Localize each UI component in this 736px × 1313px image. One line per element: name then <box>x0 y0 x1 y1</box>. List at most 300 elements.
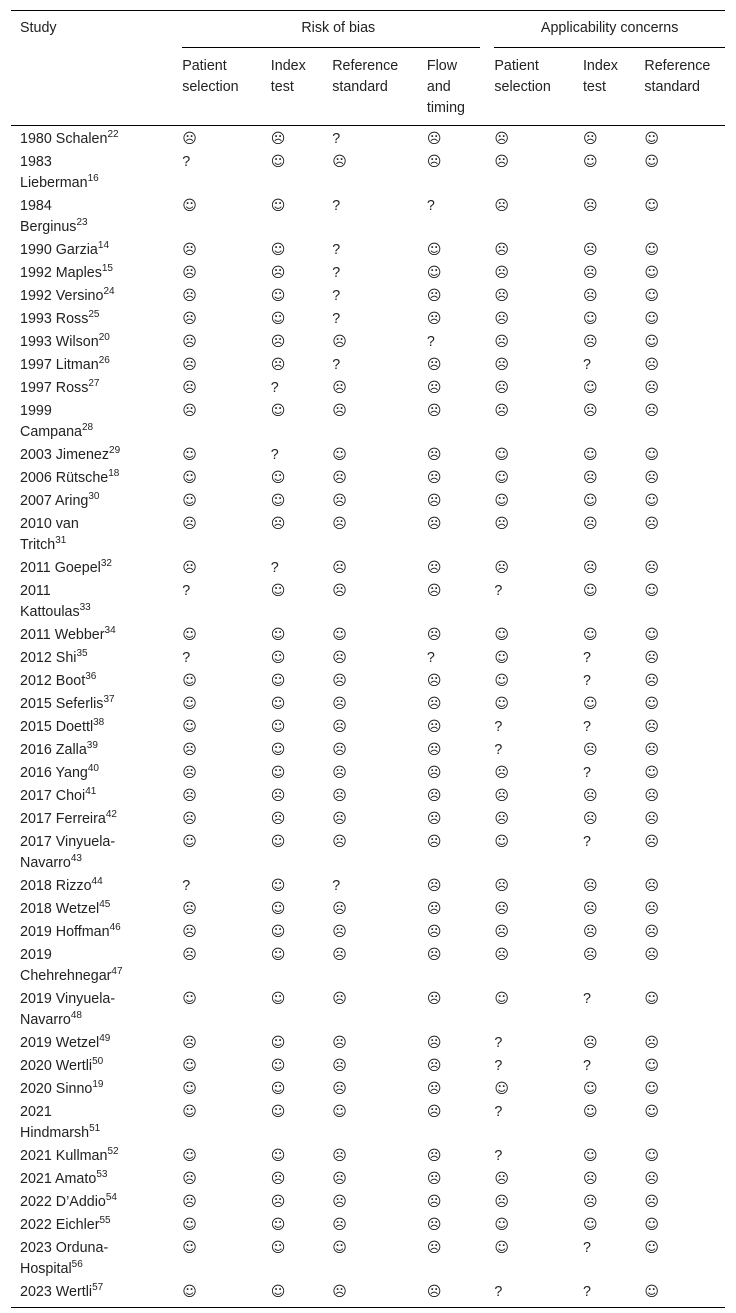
rob-flow-timing-cell <box>427 1032 494 1055</box>
rob-flow-timing-cell <box>427 490 494 513</box>
frowny-icon: ☹ <box>426 1058 442 1074</box>
table-row <box>11 785 725 808</box>
ac-patient-selection-cell <box>494 693 583 716</box>
rob-index-test-cell <box>271 944 332 988</box>
ac-reference-standard-cell <box>644 151 725 195</box>
study-cell <box>11 624 182 647</box>
ac-index-test-cell <box>583 1055 644 1078</box>
ac-patient-selection-cell <box>494 1237 583 1281</box>
ac-index-test-cell <box>583 1214 644 1237</box>
frowny-icon: ☹ <box>332 403 347 419</box>
rob-index-test-cell <box>271 921 332 944</box>
rob-index-test-cell <box>271 513 332 557</box>
ac-index-test-cell <box>583 195 644 239</box>
ac-index-test-cell <box>583 1101 644 1145</box>
frowny-icon: ☹ <box>582 516 598 532</box>
rob-reference-standard-cell <box>332 513 427 557</box>
rob-index-test-cell <box>271 1168 332 1191</box>
ac-index-test-cell <box>583 988 644 1032</box>
smiley-icon: ☺ <box>182 834 197 850</box>
rob-index-test-cell <box>271 1101 332 1145</box>
rob-index-test-cell <box>271 1055 332 1078</box>
frowny-icon: ☹ <box>644 357 659 373</box>
smiley-icon: ☺ <box>644 493 659 509</box>
frowny-icon: ☹ <box>494 901 509 917</box>
frowny-icon: ☹ <box>426 1171 442 1187</box>
study-cell <box>11 988 182 1032</box>
rob-patient-selection-cell <box>182 1168 271 1191</box>
frowny-icon: ☹ <box>426 357 442 373</box>
ac-patient-selection-cell <box>494 490 583 513</box>
study-name: 1990 Garzia <box>20 242 98 258</box>
rob-index-test-cell <box>271 285 332 308</box>
frowny-icon: ☹ <box>494 334 509 350</box>
study-cell <box>11 126 182 152</box>
rob-reference-standard-cell <box>332 716 427 739</box>
reference-number: 16 <box>87 173 99 185</box>
frowny-icon: ☹ <box>426 516 442 532</box>
rob-index-test-cell <box>271 1078 332 1101</box>
frowny-icon: ☹ <box>644 403 659 419</box>
frowny-icon: ☹ <box>332 516 347 532</box>
table-row <box>11 1237 725 1281</box>
ac-patient-selection-cell <box>494 377 583 400</box>
frowny-icon: ☹ <box>582 1035 598 1051</box>
frowny-icon: ☹ <box>644 650 659 666</box>
frowny-icon: ☹ <box>332 991 347 1007</box>
frowny-icon: ☹ <box>332 650 347 666</box>
question-mark: ? <box>426 650 435 666</box>
ac-index-test-cell <box>583 580 644 624</box>
frowny-icon: ☹ <box>426 1035 442 1051</box>
ac-patient-selection-cell <box>494 285 583 308</box>
rob-index-test-cell <box>271 670 332 693</box>
table-row <box>11 831 725 875</box>
ac-index-test-cell <box>583 513 644 557</box>
smiley-icon: ☺ <box>270 154 286 170</box>
table-row <box>11 693 725 716</box>
frowny-icon: ☹ <box>644 1035 659 1051</box>
study-name: 1997 Ross <box>20 380 89 396</box>
study-cell <box>11 239 182 262</box>
ac-reference-standard-cell <box>644 921 725 944</box>
ac-patient-selection-cell <box>494 785 583 808</box>
frowny-icon: ☹ <box>182 742 197 758</box>
rob-index-test-cell <box>271 490 332 513</box>
ac-patient-selection-cell <box>494 670 583 693</box>
ac-index-test-cell <box>583 1281 644 1308</box>
reference-number: 20 <box>98 332 110 344</box>
frowny-icon: ☹ <box>582 742 598 758</box>
study-name: Campana <box>20 424 82 440</box>
frowny-icon: ☹ <box>582 811 598 827</box>
ac-patient-selection-cell <box>494 444 583 467</box>
header-text: Reference <box>644 58 711 74</box>
frowny-icon: ☹ <box>426 470 442 486</box>
rob-patient-selection-cell <box>182 467 271 490</box>
frowny-icon: ☹ <box>426 924 442 940</box>
study-name: 1983 <box>20 154 52 170</box>
table-row <box>11 1032 725 1055</box>
smiley-icon: ☺ <box>270 627 286 643</box>
frowny-icon: ☹ <box>182 811 197 827</box>
study-name: 2017 Vinyuela- <box>20 834 116 850</box>
study-name: 1993 Ross <box>20 311 89 327</box>
smiley-icon: ☺ <box>270 947 286 963</box>
smiley-icon: ☺ <box>270 1148 286 1164</box>
smiley-icon: ☺ <box>182 1217 197 1233</box>
table-row <box>11 1101 725 1145</box>
frowny-icon: ☹ <box>426 742 442 758</box>
rob-index-test-cell <box>271 126 332 152</box>
smiley-icon: ☺ <box>582 696 598 712</box>
rob-flow-timing-cell <box>427 1191 494 1214</box>
rob-patient-selection-cell <box>182 693 271 716</box>
question-mark: ? <box>270 447 279 463</box>
rob-patient-selection-cell <box>182 1032 271 1055</box>
question-mark: ? <box>582 765 591 781</box>
smiley-icon: ☺ <box>270 991 286 1007</box>
frowny-icon: ☹ <box>182 560 197 576</box>
study-cell <box>11 808 182 831</box>
frowny-icon: ☹ <box>182 131 197 147</box>
rob-flow-timing-cell <box>427 1145 494 1168</box>
question-mark: ? <box>332 878 341 894</box>
frowny-icon: ☹ <box>426 311 442 327</box>
study-name: 2019 Vinyuela- <box>20 991 116 1007</box>
ac-index-test-cell <box>583 944 644 988</box>
study-name: 2016 Yang <box>20 765 88 781</box>
frowny-icon: ☹ <box>494 357 509 373</box>
rob-index-test-cell <box>271 308 332 331</box>
study-name: 2019 Hoffman <box>20 924 110 940</box>
rob-patient-selection-cell <box>182 831 271 875</box>
ac-index-test-cell <box>583 1032 644 1055</box>
ac-index-test-cell <box>583 898 644 921</box>
question-mark: ? <box>582 1284 591 1300</box>
frowny-icon: ☹ <box>494 516 509 532</box>
frowny-icon: ☹ <box>426 901 442 917</box>
smiley-icon: ☺ <box>332 1104 347 1120</box>
rob-reference-standard-cell <box>332 1078 427 1101</box>
table-row <box>11 444 725 467</box>
frowny-icon: ☹ <box>426 834 442 850</box>
header-text: timing <box>426 100 466 116</box>
ac-patient-selection-cell <box>494 513 583 557</box>
smiley-icon: ☺ <box>270 673 286 689</box>
header-study: Study <box>20 20 57 36</box>
reference-number: 28 <box>82 422 94 434</box>
study-name: 2019 Wetzel <box>20 1035 100 1051</box>
frowny-icon: ☹ <box>182 788 197 804</box>
frowny-icon: ☹ <box>426 583 442 599</box>
smiley-icon: ☺ <box>270 765 286 781</box>
ac-patient-selection-cell <box>494 716 583 739</box>
frowny-icon: ☹ <box>426 673 442 689</box>
table-row <box>11 557 725 580</box>
study-cell <box>11 1032 182 1055</box>
table-row <box>11 1281 725 1308</box>
smiley-icon: ☺ <box>182 991 197 1007</box>
ac-index-test-cell <box>583 354 644 377</box>
ac-patient-selection-cell <box>494 195 583 239</box>
smiley-icon: ☺ <box>494 673 509 689</box>
ac-index-test-cell <box>583 693 644 716</box>
frowny-icon: ☹ <box>644 380 659 396</box>
smiley-icon: ☺ <box>644 765 659 781</box>
reference-number: 23 <box>76 217 88 229</box>
ac-reference-standard-cell <box>644 944 725 988</box>
header-ac-index-test <box>583 48 644 126</box>
study-cell <box>11 785 182 808</box>
frowny-icon: ☹ <box>582 198 598 214</box>
ac-reference-standard-cell <box>644 444 725 467</box>
study-name: 1997 Litman <box>20 357 99 373</box>
ac-patient-selection-cell <box>494 1281 583 1308</box>
ac-patient-selection-cell <box>494 1145 583 1168</box>
rob-patient-selection-cell <box>182 195 271 239</box>
reference-number: 57 <box>92 1282 104 1294</box>
rob-flow-timing-cell <box>427 762 494 785</box>
rob-flow-timing-cell <box>427 921 494 944</box>
smiley-icon: ☺ <box>182 696 197 712</box>
smiley-icon: ☺ <box>644 1104 659 1120</box>
frowny-icon: ☹ <box>182 265 197 281</box>
rob-patient-selection-cell <box>182 1237 271 1281</box>
frowny-icon: ☹ <box>426 878 442 894</box>
frowny-icon: ☹ <box>426 380 442 396</box>
ac-reference-standard-cell <box>644 1191 725 1214</box>
header-text: test <box>582 79 606 95</box>
study-cell <box>11 580 182 624</box>
question-mark: ? <box>426 334 435 350</box>
rob-reference-standard-cell <box>332 354 427 377</box>
frowny-icon: ☹ <box>426 811 442 827</box>
rob-reference-standard-cell <box>332 308 427 331</box>
question-mark: ? <box>582 991 591 1007</box>
study-cell <box>11 716 182 739</box>
frowny-icon: ☹ <box>182 765 197 781</box>
frowny-icon: ☹ <box>332 1058 347 1074</box>
frowny-icon: ☹ <box>426 1240 442 1256</box>
table-row <box>11 1214 725 1237</box>
smiley-icon: ☺ <box>644 1081 659 1097</box>
rob-patient-selection-cell <box>182 262 271 285</box>
frowny-icon: ☹ <box>426 154 442 170</box>
frowny-icon: ☹ <box>644 516 659 532</box>
question-mark: ? <box>494 1148 503 1164</box>
rob-flow-timing-cell <box>427 1281 494 1308</box>
study-cell <box>11 739 182 762</box>
frowny-icon: ☹ <box>332 560 347 576</box>
rob-patient-selection-cell <box>182 670 271 693</box>
study-name: 2022 D’Addio <box>20 1194 106 1210</box>
smiley-icon: ☺ <box>494 650 509 666</box>
smiley-icon: ☺ <box>582 154 598 170</box>
table-row <box>11 354 725 377</box>
rob-flow-timing-cell <box>427 580 494 624</box>
question-mark: ? <box>332 242 341 258</box>
rob-index-test-cell <box>271 444 332 467</box>
ac-index-test-cell <box>583 1191 644 1214</box>
study-name: 2010 van <box>20 516 79 532</box>
smiley-icon: ☺ <box>270 834 286 850</box>
frowny-icon: ☹ <box>494 947 509 963</box>
ac-reference-standard-cell <box>644 195 725 239</box>
study-name: 1992 Versino <box>20 288 104 304</box>
rob-patient-selection-cell <box>182 921 271 944</box>
rob-reference-standard-cell <box>332 988 427 1032</box>
reference-number: 25 <box>88 309 100 321</box>
ac-patient-selection-cell <box>494 944 583 988</box>
study-name: 2015 Doettl <box>20 719 94 735</box>
ac-patient-selection-cell <box>494 647 583 670</box>
frowny-icon: ☹ <box>494 242 509 258</box>
smiley-icon: ☺ <box>582 447 598 463</box>
rob-reference-standard-cell <box>332 467 427 490</box>
smiley-icon: ☺ <box>644 1284 659 1300</box>
frowny-icon: ☹ <box>426 1217 442 1233</box>
study-name: 2020 Wertli <box>20 1058 93 1074</box>
header-text: Index <box>582 58 618 74</box>
rob-reference-standard-cell <box>332 831 427 875</box>
smiley-icon: ☺ <box>270 1058 286 1074</box>
frowny-icon: ☹ <box>332 901 347 917</box>
rob-flow-timing-cell <box>427 670 494 693</box>
reference-number: 30 <box>88 491 100 503</box>
rob-index-test-cell <box>271 762 332 785</box>
ac-index-test-cell <box>583 285 644 308</box>
header-rob-reference-standard <box>332 48 427 126</box>
rob-patient-selection-cell <box>182 1281 271 1308</box>
header-text: and <box>426 79 451 95</box>
rob-patient-selection-cell <box>182 785 271 808</box>
rob-reference-standard-cell <box>332 875 427 898</box>
table-row <box>11 1078 725 1101</box>
rob-reference-standard-cell <box>332 400 427 444</box>
rob-reference-standard-cell <box>332 670 427 693</box>
reference-number: 49 <box>99 1033 111 1045</box>
table-row <box>11 921 725 944</box>
study-cell <box>11 1168 182 1191</box>
rob-patient-selection-cell <box>182 875 271 898</box>
smiley-icon: ☺ <box>644 265 659 281</box>
rob-index-test-cell <box>271 580 332 624</box>
header-text: Patient <box>494 58 539 74</box>
ac-index-test-cell <box>583 670 644 693</box>
ac-patient-selection-cell <box>494 580 583 624</box>
rob-index-test-cell <box>271 624 332 647</box>
ac-index-test-cell <box>583 262 644 285</box>
frowny-icon: ☹ <box>270 516 286 532</box>
frowny-icon: ☹ <box>182 901 197 917</box>
frowny-icon: ☹ <box>644 1171 659 1187</box>
frowny-icon: ☹ <box>582 901 598 917</box>
smiley-icon: ☺ <box>270 311 286 327</box>
ac-index-test-cell <box>583 762 644 785</box>
rob-flow-timing-cell <box>427 239 494 262</box>
smiley-icon: ☺ <box>644 288 659 304</box>
rob-reference-standard-cell <box>332 331 427 354</box>
study-cell <box>11 1281 182 1308</box>
table-row <box>11 944 725 988</box>
rob-index-test-cell <box>271 647 332 670</box>
reference-number: 51 <box>89 1123 101 1135</box>
frowny-icon: ☹ <box>182 288 197 304</box>
study-name: 2011 Webber <box>20 627 105 643</box>
rob-flow-timing-cell <box>427 898 494 921</box>
reference-number: 54 <box>105 1192 117 1204</box>
frowny-icon: ☹ <box>182 380 197 396</box>
reference-number: 15 <box>101 263 113 275</box>
question-mark: ? <box>332 265 341 281</box>
table-row <box>11 1168 725 1191</box>
frowny-icon: ☹ <box>494 560 509 576</box>
smiley-icon: ☺ <box>494 834 509 850</box>
smiley-icon: ☺ <box>270 583 286 599</box>
rob-reference-standard-cell <box>332 444 427 467</box>
smiley-icon: ☺ <box>182 627 197 643</box>
frowny-icon: ☹ <box>644 811 659 827</box>
rob-index-test-cell <box>271 467 332 490</box>
study-name: Chehrehnegar <box>20 968 112 984</box>
smiley-icon: ☺ <box>494 493 509 509</box>
smiley-icon: ☺ <box>270 470 286 486</box>
ac-index-test-cell <box>583 126 644 152</box>
rob-index-test-cell <box>271 739 332 762</box>
ac-index-test-cell <box>583 875 644 898</box>
table-row <box>11 239 725 262</box>
study-name: Hindmarsh <box>20 1125 90 1141</box>
question-mark: ? <box>494 1104 503 1120</box>
frowny-icon: ☹ <box>582 288 598 304</box>
ac-reference-standard-cell <box>644 693 725 716</box>
smiley-icon: ☺ <box>644 1217 659 1233</box>
rob-flow-timing-cell <box>427 467 494 490</box>
ac-index-test-cell <box>583 1145 644 1168</box>
frowny-icon: ☹ <box>426 947 442 963</box>
ac-reference-standard-cell <box>644 875 725 898</box>
rob-reference-standard-cell <box>332 1168 427 1191</box>
frowny-icon: ☹ <box>332 1035 347 1051</box>
rob-reference-standard-cell <box>332 195 427 239</box>
smiley-icon: ☺ <box>644 1148 659 1164</box>
rob-flow-timing-cell <box>427 647 494 670</box>
table-header <box>11 11 725 126</box>
rob-reference-standard-cell <box>332 1032 427 1055</box>
ac-patient-selection-cell <box>494 1055 583 1078</box>
ac-reference-standard-cell <box>644 808 725 831</box>
study-name: Tritch <box>20 537 56 553</box>
frowny-icon: ☹ <box>182 1194 197 1210</box>
question-mark: ? <box>332 131 341 147</box>
frowny-icon: ☹ <box>332 811 347 827</box>
rob-patient-selection-cell <box>182 1078 271 1101</box>
study-name: 2018 Rizzo <box>20 878 92 894</box>
smiley-icon: ☺ <box>270 493 286 509</box>
rob-flow-timing-cell <box>427 1214 494 1237</box>
rob-index-test-cell <box>271 195 332 239</box>
frowny-icon: ☹ <box>426 1194 442 1210</box>
rob-index-test-cell <box>271 1191 332 1214</box>
frowny-icon: ☹ <box>332 583 347 599</box>
ac-patient-selection-cell <box>494 331 583 354</box>
rob-reference-standard-cell <box>332 262 427 285</box>
smiley-icon: ☺ <box>270 403 286 419</box>
frowny-icon: ☹ <box>426 1081 442 1097</box>
table-row <box>11 262 725 285</box>
question-mark: ? <box>494 1284 503 1300</box>
